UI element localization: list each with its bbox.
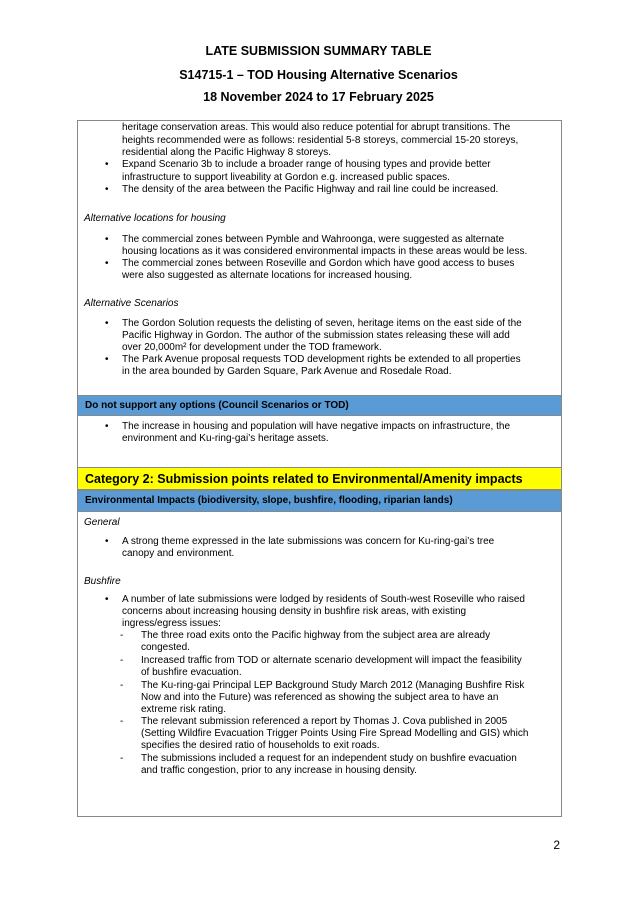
section-heading: Alternative locations for housing <box>84 213 226 224</box>
bullet-marker: • <box>105 594 109 605</box>
sub-list-item: congested. <box>141 642 190 653</box>
section-heading: General <box>84 517 120 528</box>
category-2-header <box>78 467 561 490</box>
sub-list-item: Now and into the Future) was referenced as showing the subject area to have an <box>141 692 499 703</box>
page-number: 2 <box>553 838 560 852</box>
environmental-impacts-heading: Environmental Impacts (biodiversity, slope, bushfire, flooding, riparian lands) <box>85 495 453 506</box>
no-support-header <box>78 395 561 416</box>
list-item: The increase in housing and population will have negative impacts on infrastructure, the <box>122 421 511 432</box>
bullet-marker: • <box>105 421 109 432</box>
section-heading: Bushfire <box>84 576 121 587</box>
list-item: in the area bounded by Garden Square, Park Avenue and Rosedale Road. <box>122 366 452 377</box>
sub-list-item: (Setting Wildfire Evacuation Trigger Points Using Fire Spread Modelling and GIS) which <box>141 728 529 739</box>
section-heading: Alternative Scenarios <box>84 298 179 309</box>
document-subtitle: S14715-1 – TOD Housing Alternative Scenarios <box>179 68 458 82</box>
category-2-heading: Category 2: Submission points related to Environmental/Amenity impacts <box>85 472 523 486</box>
sub-list-item: specifies the desired ratio of households to exit roads. <box>141 740 380 751</box>
bullet-marker: • <box>105 234 109 245</box>
list-item: Pacific Highway in Gordon. The author of the submission states releasing these will add <box>122 330 510 341</box>
sub-list-item: The relevant submission referenced a report by Thomas J. Cova published in 2005 <box>141 716 508 727</box>
list-item: environment and Ku-ring-gai’s heritage assets. <box>122 433 329 444</box>
continued-line: heights recommended were as follows: residential 5-8 storeys, commercial 15-20 storeys, <box>122 135 519 146</box>
no-support-heading: Do not support any options (Council Scenarios or TOD) <box>85 400 349 411</box>
sub-list-item: and traffic congestion, prior to any increase in housing density. <box>141 765 417 776</box>
list-item: The commercial zones between Pymble and Wahroonga, were suggested as alternate <box>122 234 505 245</box>
bullet-marker: • <box>105 184 109 195</box>
list-item: A number of late submissions were lodged by residents of South-west Roseville who raised <box>122 594 525 605</box>
bullet-marker: • <box>105 318 109 329</box>
document-dates: 18 November 2024 to 17 February 2025 <box>203 90 434 104</box>
list-item: Expand Scenario 3b to include a broader range of housing types and provide better <box>122 159 491 170</box>
bullet-marker: • <box>105 159 109 170</box>
sub-list-item: extreme risk rating. <box>141 704 227 715</box>
dash-marker: - <box>120 630 124 641</box>
list-item: concerns about increasing housing density in bushfire risk areas, with existing <box>122 606 467 617</box>
list-item: The density of the area between the Pacific Highway and rail line could be increased. <box>122 184 499 195</box>
list-item: housing locations as it was considered environmental impacts in these areas would be less. <box>122 246 528 257</box>
sub-list-item: The submissions included a request for an independent study on bushfire evacuation <box>141 753 517 764</box>
list-item: over 20,000m² for development under the TOD framework. <box>122 342 382 353</box>
dash-marker: - <box>120 680 124 691</box>
dash-marker: - <box>120 655 124 666</box>
list-item: The Park Avenue proposal requests TOD development rights be extended to all properties <box>122 354 521 365</box>
document-title: LATE SUBMISSION SUMMARY TABLE <box>205 44 432 58</box>
dash-marker: - <box>120 716 124 727</box>
sub-list-item: Increased traffic from TOD or alternate scenario development will impact the feasibility <box>141 655 522 666</box>
list-item: canopy and environment. <box>122 548 235 559</box>
list-item: ingress/egress issues: <box>122 618 221 629</box>
sub-list-item: of bushfire evacuation. <box>141 667 242 678</box>
bullet-marker: • <box>105 536 109 547</box>
list-item: A strong theme expressed in the late submissions was concern for Ku-ring-gai’s tree <box>122 536 495 547</box>
list-item: The Gordon Solution requests the delisting of seven, heritage items on the east side of the <box>122 318 522 329</box>
bullet-marker: • <box>105 258 109 269</box>
dash-marker: - <box>120 753 124 764</box>
bullet-marker: • <box>105 354 109 365</box>
environmental-impacts-header <box>78 490 561 512</box>
list-item: were also suggested as alternate locations for increased housing. <box>122 270 413 281</box>
sub-list-item: The Ku-ring-gai Principal LEP Background Study March 2012 (Managing Bushfire Risk <box>141 680 525 691</box>
continued-line: residential along the Pacific Highway 8 storeys. <box>122 147 331 158</box>
continued-line: heritage conservation areas. This would also reduce potential for abrupt transitions. The <box>122 122 511 133</box>
sub-list-item: The three road exits onto the Pacific highway from the subject area are already <box>141 630 491 641</box>
list-item: The commercial zones between Roseville and Gordon which have good access to buses <box>122 258 515 269</box>
list-item: infrastructure to support liveability at Gordon e.g. increased public spaces. <box>122 172 450 183</box>
